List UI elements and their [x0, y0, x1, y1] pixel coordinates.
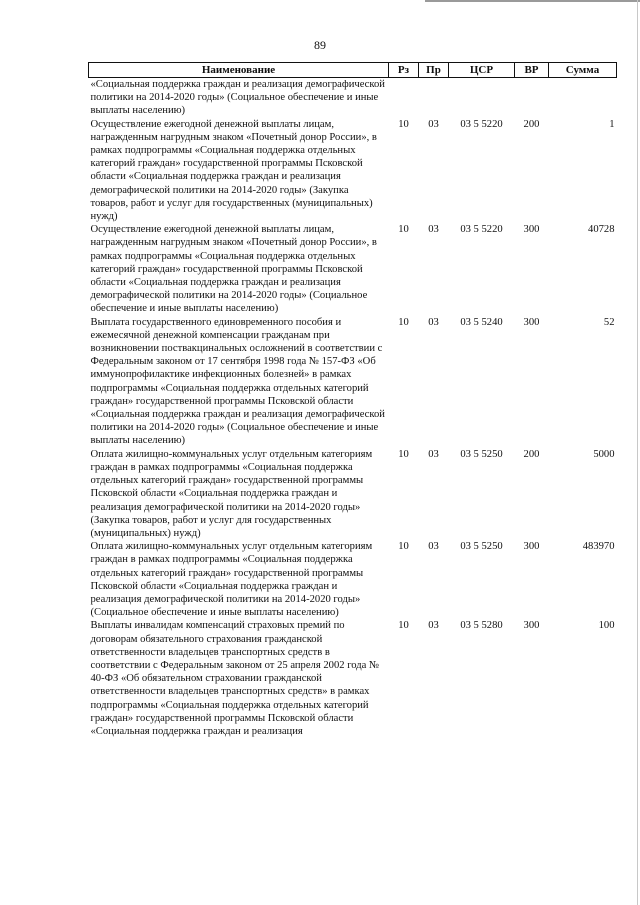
header-vr: ВР — [515, 63, 549, 78]
cell-csr: 03 5 5280 — [460, 620, 503, 632]
cell-vr: 200 — [523, 118, 540, 130]
cell-name: Выплата государственного единовременного пособия и ежемесячной денежной компенсации гражданам при возникновении поствакцинальных осложнений в соответствии с Федеральным законом от 17 сентября 1998 года № 157-ФЗ «Об иммунопрофилактике инфекционных болезней» в рамках подпрограммы «Социальная поддержка отдельных категорий граждан» государственной программы Псковской области «Социальная поддержка граждан и реализация демографической политики на 2014-2020 годы» (Социальное обеспечение и иные выплаты населению) — [90, 316, 385, 447]
table-row — [89, 223, 617, 315]
cell-vr: 200 — [523, 448, 540, 460]
page-number: 89 — [314, 38, 326, 52]
cell-pr: 03 — [428, 541, 439, 553]
cell-rz: 10 — [398, 541, 409, 553]
cell-vr — [515, 78, 549, 118]
cell-rz: 10 — [398, 118, 409, 130]
cell-name: Осуществление ежегодной денежной выплаты лицам, награжденным нагрудным знаком «Почетный донор России», в рамках подпрограммы «Социальная поддержка отдельных категорий граждан» государственной программы Псковской области «Социальная поддержка граждан и реализация демографической политики на 2014-2020 годы» (Закупка товаров, работ и услуг для государственных (муниципальных) нужд) — [90, 118, 377, 223]
cell-sum: 52 — [603, 316, 615, 328]
cell-sum — [549, 78, 617, 118]
cell-pr: 03 — [428, 316, 439, 328]
table-row — [89, 619, 617, 738]
scan-artifact-edge — [637, 0, 638, 905]
cell-csr: 03 5 5250 — [460, 541, 503, 553]
table-header-row — [89, 63, 617, 78]
cell-vr: 300 — [523, 316, 540, 328]
cell-name: Оплата жилищно-коммунальных услуг отдельным категориям граждан в рамках подпрограммы «Социальная поддержка отдельных категорий граждан» государственной программы Псковской области «Социальная поддержка граждан и реализация демографической политики на 2014-2020 годы» (Закупка товаров, работ и услуг для государственных (муниципальных) нужд) — [90, 448, 373, 539]
cell-rz: 10 — [398, 448, 409, 460]
budget-table — [88, 62, 617, 738]
header-rz: Рз — [389, 63, 419, 78]
cell-vr: 300 — [523, 620, 540, 632]
table-row — [89, 118, 617, 224]
cell-csr: 03 5 5220 — [460, 118, 503, 130]
cell-vr: 300 — [523, 224, 540, 236]
cell-name: Осуществление ежегодной денежной выплаты лицам, награжденным нагрудным знаком «Почетный донор России», в рамках подпрограммы «Социальная поддержка отдельных категорий граждан» государственной программы Псковской области «Социальная поддержка граждан и реализация демографической политики на 2014-2020 годы» (Социальное обеспечение и иные выплаты населению) — [90, 224, 377, 315]
cell-csr: 03 5 5220 — [460, 224, 503, 236]
cell-sum: 483970 — [582, 541, 615, 553]
cell-pr: 03 — [428, 224, 439, 236]
cell-pr: 03 — [428, 118, 439, 130]
table-row — [89, 540, 617, 619]
cell-vr: 300 — [523, 541, 540, 553]
header-sum: Сумма — [549, 63, 617, 78]
cell-name: «Социальная поддержка граждан и реализация демографической политики на 2014-2020 годы» (Социальное обеспечение и иные выплаты населению) — [90, 79, 385, 117]
cell-sum: 100 — [598, 620, 615, 632]
header-csr: ЦСР — [449, 63, 515, 78]
cell-name: Оплата жилищно-коммунальных услуг отдельным категориям граждан в рамках подпрограммы «Социальная поддержка отдельных категорий граждан» государственной программы Псковской области «Социальная поддержка граждан и реализация демографической политики на 2014-2020 годы» (Социальное обеспечение и иные выплаты населению) — [90, 541, 373, 619]
cell-pr: 03 — [428, 620, 439, 632]
table-row — [89, 316, 617, 448]
cell-name: Выплаты инвалидам компенсаций страховых премий по договорам обязательного страхования гражданской ответственности владельцев транспортных средств в соответствии с Федеральным законом от 25 апреля 2002 года № 40-ФЗ «Об обязательном страховании гражданской ответственности владельцев транспортных средств» в рамках подпрограммы «Социальная поддержка отдельных категорий граждан» государственной программы Псковской области «Социальная поддержка граждан и реализация — [90, 620, 380, 737]
table-row — [89, 448, 617, 540]
scan-artifact-top — [425, 0, 640, 2]
cell-sum: 1 — [609, 118, 615, 130]
cell-pr: 03 — [428, 448, 439, 460]
cell-sum: 5000 — [593, 448, 615, 460]
table-row — [89, 78, 617, 118]
header-name: Наименование — [89, 63, 389, 78]
cell-csr: 03 5 5250 — [460, 448, 503, 460]
cell-rz — [389, 78, 419, 118]
cell-rz: 10 — [398, 224, 409, 236]
cell-csr — [449, 78, 515, 118]
cell-rz: 10 — [398, 620, 409, 632]
header-pr: Пр — [419, 63, 449, 78]
cell-pr — [419, 78, 449, 118]
cell-csr: 03 5 5240 — [460, 316, 503, 328]
cell-sum: 40728 — [588, 224, 615, 236]
cell-rz: 10 — [398, 316, 409, 328]
